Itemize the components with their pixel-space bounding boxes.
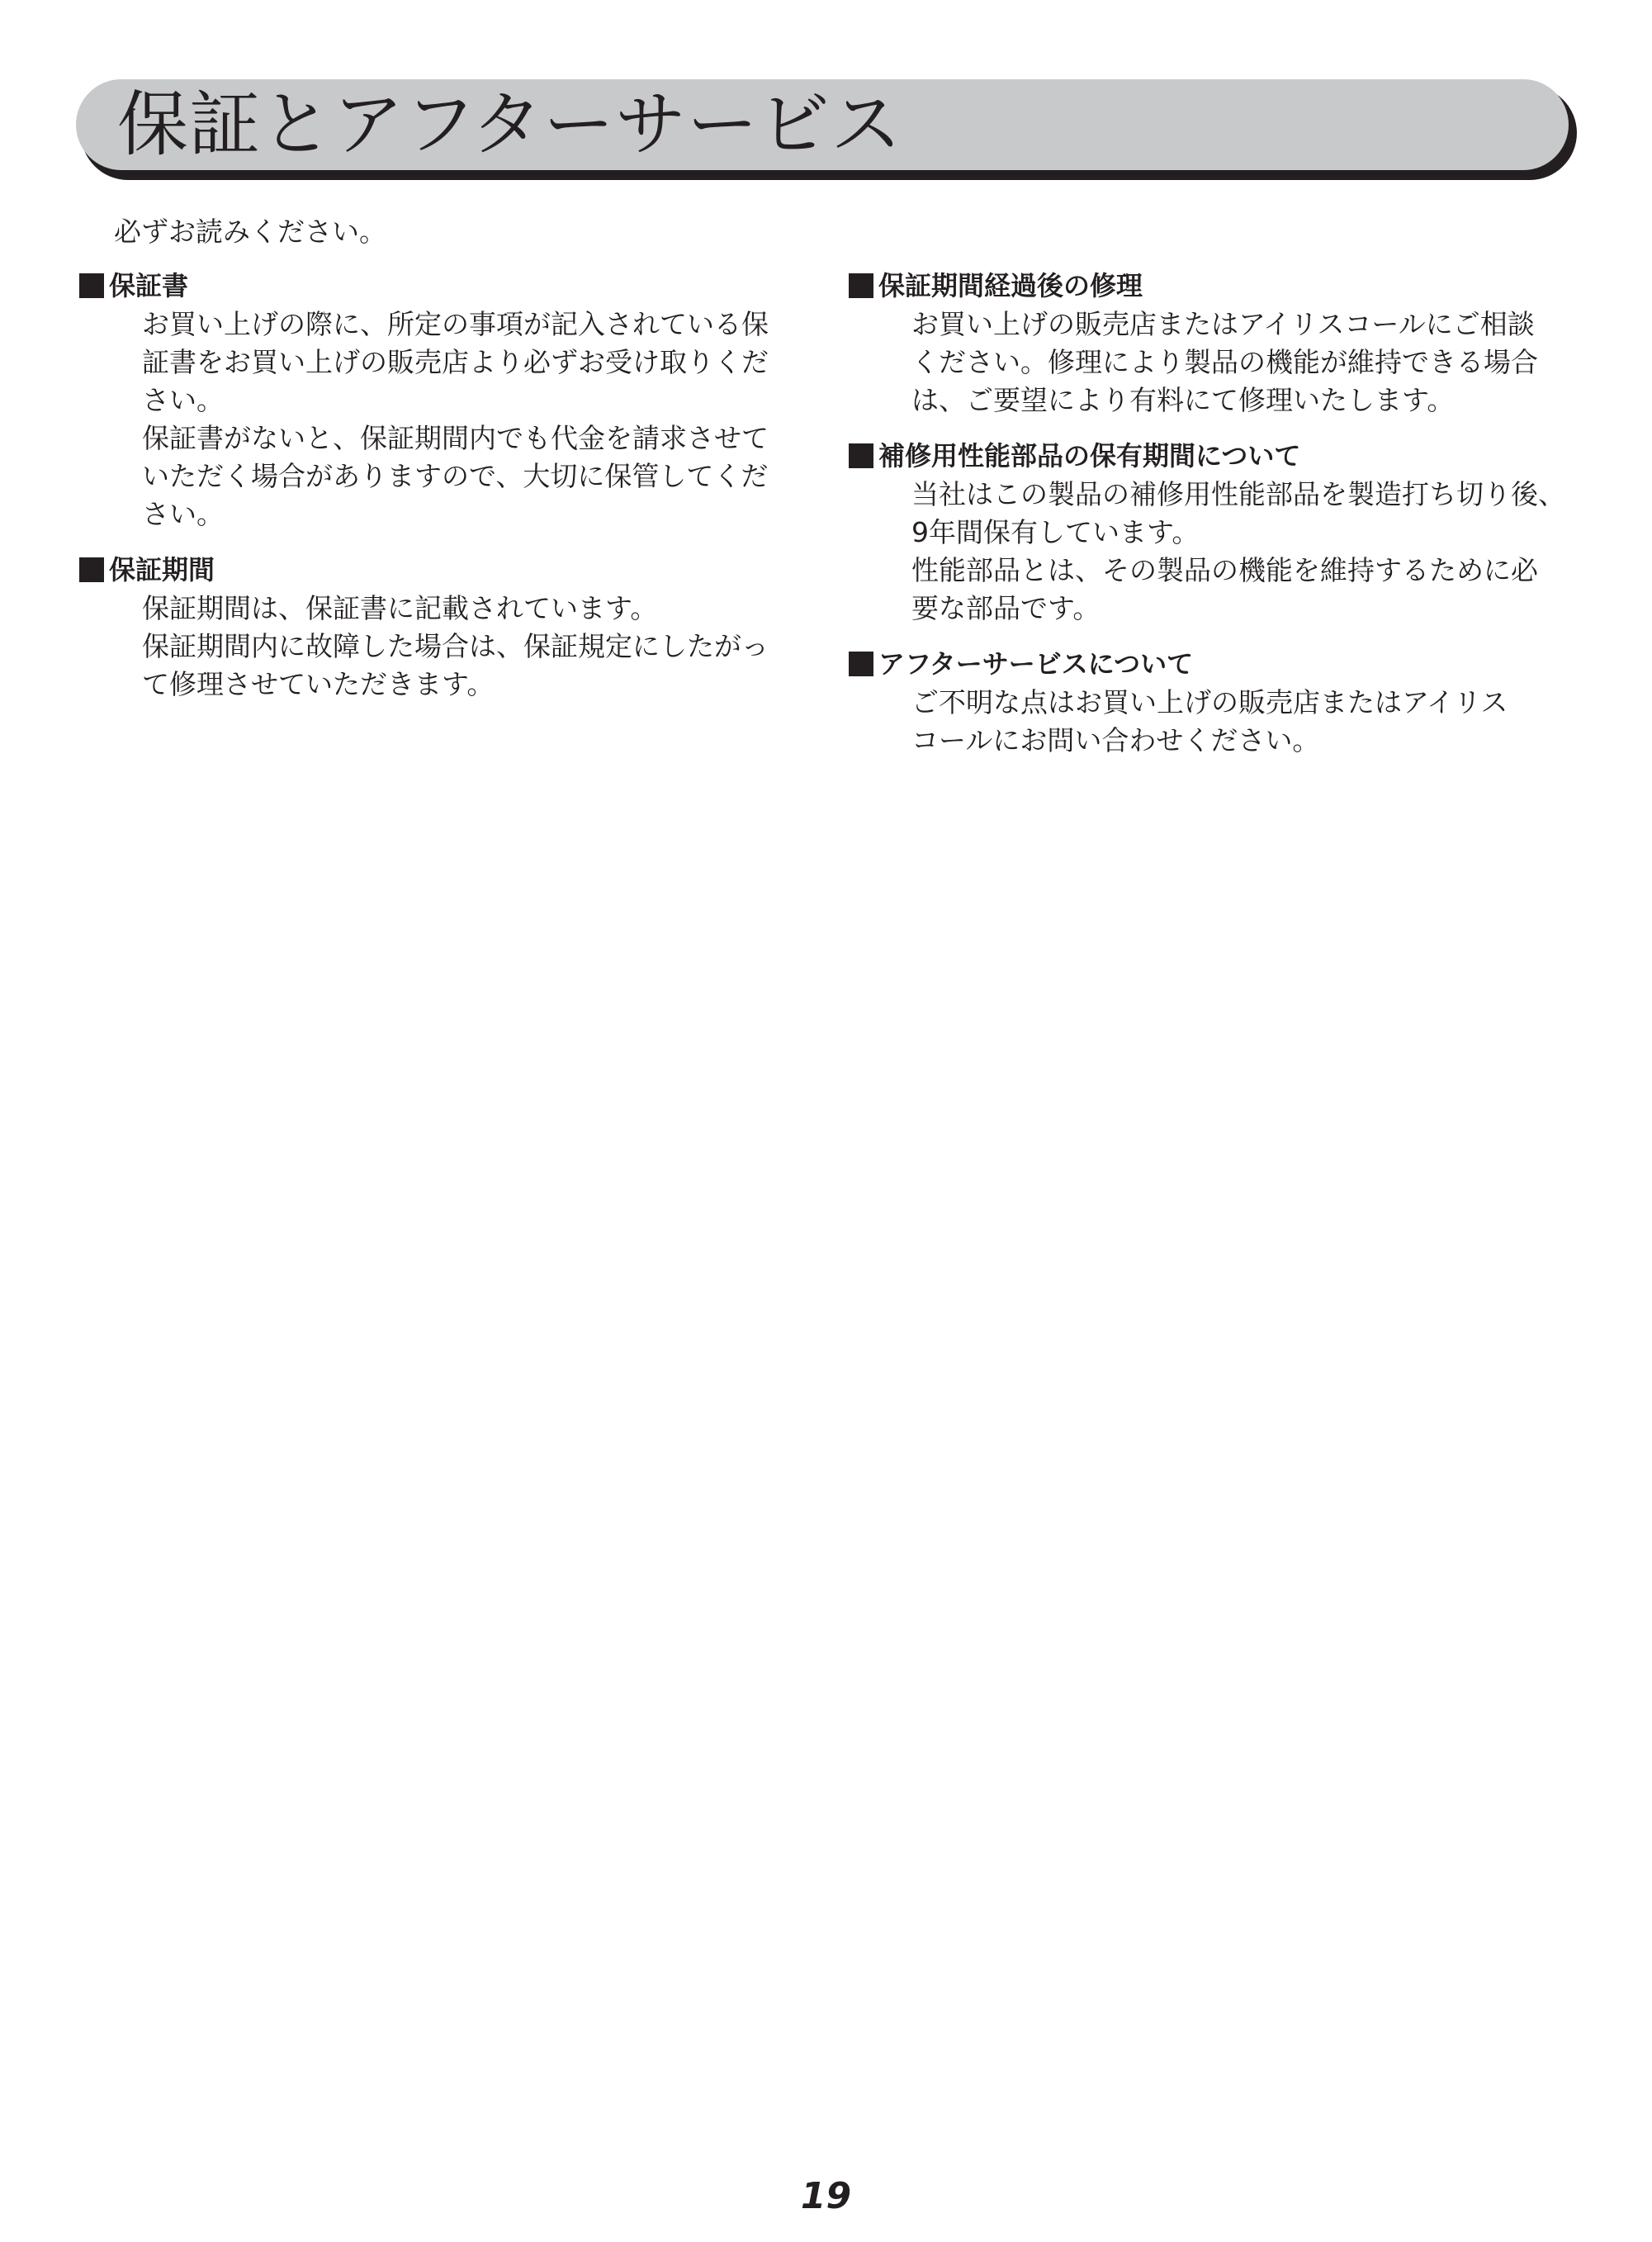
section-parts-retention [849,436,1575,628]
section-body [849,476,1575,628]
section-warranty-card [79,266,806,533]
section-heading-text: 保証期間 [109,554,215,585]
body-line: ください。修理により製品の機能が維持できる場合 [911,346,1538,378]
right-column [849,266,1575,776]
square-bullet-icon [79,557,104,582]
page-number: 19 [800,2175,852,2217]
body-line: 性能部品とは、その製品の機能を維持するために必 [911,554,1538,586]
body-line: ご不明な点はお買い上げの販売店またはアイリス [911,686,1508,718]
square-bullet-icon [849,273,873,298]
section-heading [79,266,806,306]
section-body [849,306,1575,419]
page-title: 保証とアフターサービス [117,83,902,166]
section-heading-text: 保証期間経過後の修理 [878,270,1143,301]
section-heading [849,644,1575,684]
square-bullet-icon [79,273,104,298]
body-line: 保証書がないと、保証期間内でも代金を請求させて [142,422,769,454]
body-line: お買い上げの際に、所定の事項が記入されている保 [142,308,769,340]
body-line: お買い上げの販売店またはアイリスコールにご相談 [911,308,1535,340]
section-heading [79,550,806,590]
section-after-service [849,644,1575,760]
section-warranty-period [79,550,806,704]
body-line: 要な部品です。 [911,592,1101,624]
body-line: は、ご要望により有料にて修理いたします。 [911,384,1455,416]
body-line: 9年間保有しています。 [911,516,1200,548]
body-line: いただく場合がありますので、大切に保管してくだ [142,460,769,492]
body-line: コールにお問い合わせください。 [911,724,1320,756]
section-heading [849,266,1575,306]
section-body [79,306,806,533]
section-post-warranty-repair [849,266,1575,419]
body-line: さい。 [142,498,224,530]
body-line: 保証期間内に故障した場合は、保証規定にしたがっ [142,630,769,662]
section-heading-text: 補修用性能部品の保有期間について [878,440,1301,472]
left-column [79,266,806,720]
body-line: 保証期間は、保証書に記載されています。 [142,592,658,624]
section-heading [849,436,1575,476]
square-bullet-icon [849,652,873,676]
body-line: 当社はこの製品の補修用性能部品を製造打ち切り後、 [911,478,1565,510]
body-line: さい。 [142,384,224,416]
section-heading-text: アフターサービスについて [878,648,1194,680]
square-bullet-icon [849,443,873,468]
body-line: 証書をお買い上げの販売店より必ずお受け取りくだ [142,346,769,378]
body-line: て修理させていただきます。 [142,668,495,700]
section-body [79,590,806,704]
section-heading-text: 保証書 [109,270,189,301]
intro-note: 必ずお読みください。 [114,216,386,248]
section-body [849,684,1575,760]
